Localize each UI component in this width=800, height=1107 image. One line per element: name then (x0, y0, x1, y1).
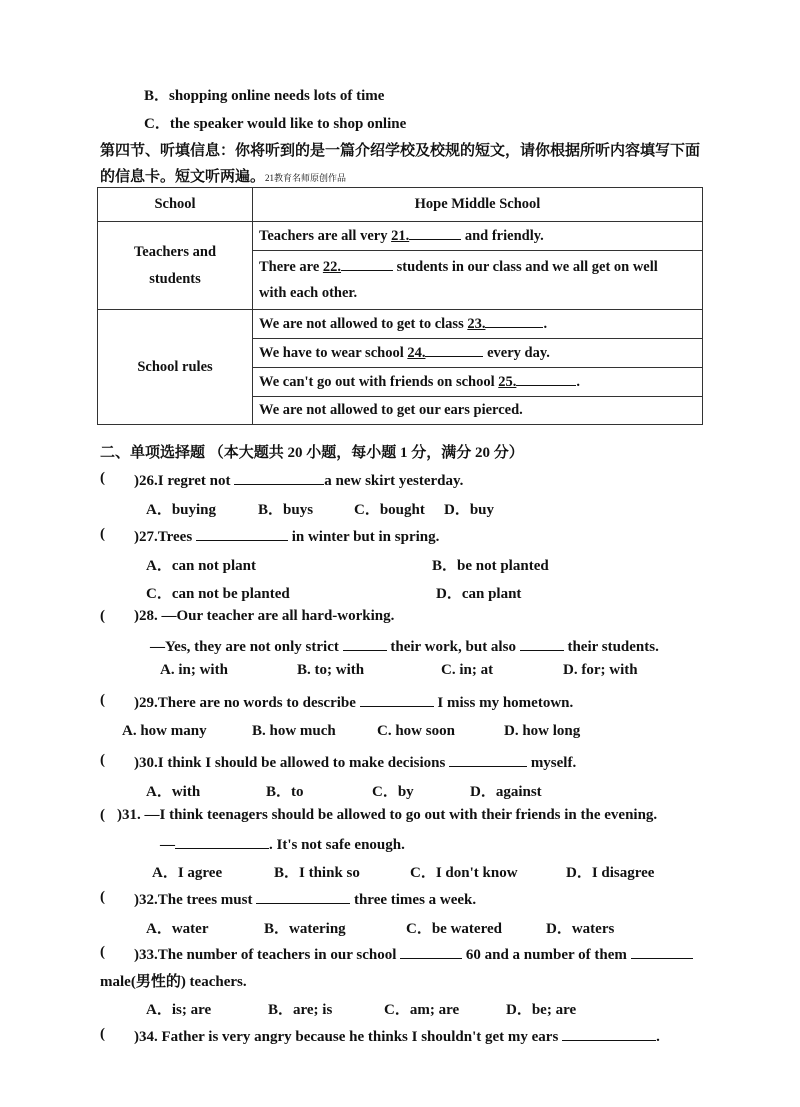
q33-option-a[interactable]: A．is; are (146, 1002, 212, 1018)
paren-30: ( (100, 752, 105, 768)
blank-24-number: 24. (407, 345, 426, 361)
q30-stem: )30.I think I should be allowed to make decisions (134, 755, 450, 771)
table-header-row (98, 188, 703, 222)
blank-21-number: 21. (391, 228, 410, 244)
question-31-line2 (160, 834, 405, 854)
question-28-line2 (150, 636, 659, 656)
q29-stem: )29.There are no words to describe (134, 695, 360, 711)
question-33 (134, 944, 693, 964)
q29-option-c[interactable]: C. how soon (377, 723, 455, 739)
row22-cont: with each other. (259, 285, 358, 301)
q32-option-b[interactable]: B．watering (264, 921, 346, 937)
section4-instruction-line1: 第四节、听填信息：你将听到的是一篇介绍学校及校规的短文，请你根据所听内容填写下面 (100, 143, 701, 159)
paren-26: ( (100, 470, 105, 486)
answer-blank-27[interactable] (196, 526, 288, 541)
row24-text: We have to wear school (259, 345, 408, 361)
question-28: )28. —Our teacher are all hard-working. (134, 608, 395, 624)
q29-option-a[interactable]: A. how many (122, 723, 207, 739)
section4-instruction-line2 (100, 165, 346, 186)
q30-option-c[interactable]: C．by (372, 784, 414, 800)
paren-27: ( (100, 526, 105, 542)
row22-post: students in our class and we all get on well (393, 259, 658, 275)
q32-stem: )32.The trees must (134, 892, 257, 908)
q30-option-b[interactable]: B．to (266, 784, 304, 800)
q29-option-b[interactable]: B. how much (252, 723, 336, 739)
blank-25-number: 25. (498, 374, 517, 390)
blank-24[interactable] (425, 342, 483, 357)
q28-text-c: their students. (563, 639, 659, 655)
paren-28: ( (100, 608, 105, 624)
q27-option-c[interactable]: C．can not be planted (146, 586, 290, 602)
q27-post: in winter but in spring. (287, 529, 440, 545)
q28-option-b[interactable]: B. to; with (297, 662, 365, 678)
q31-option-a[interactable]: A．I agree (152, 865, 223, 881)
q33-option-d[interactable]: D．be; are (506, 1002, 577, 1018)
q30-option-d[interactable]: D．against (470, 784, 542, 800)
paren-29: ( (100, 692, 105, 708)
q28-text-a: —Yes, they are not only strict (150, 639, 343, 655)
row23-text: We are not allowed to get to class (259, 316, 468, 332)
row-25 (253, 368, 703, 397)
q29-option-d[interactable]: D. how long (504, 723, 581, 739)
blank-21[interactable] (409, 225, 461, 240)
group-teachers-students (98, 222, 253, 310)
q27-stem: )27.Trees (134, 529, 196, 545)
row22-text: There are (259, 259, 323, 275)
group1-label-b: students (149, 270, 201, 287)
q34-stem: )34. Father is very angry because he thinks I shouldn't get my ears (134, 1029, 563, 1045)
paren-33: ( (100, 944, 105, 960)
paren-32: ( (100, 889, 105, 905)
answer-blank-29[interactable] (360, 692, 434, 707)
row25-text: We can't go out with friends on school (259, 374, 499, 390)
watermark-text: 21教育名师原创作品 (265, 173, 347, 183)
q28-option-c[interactable]: C. in; at (441, 662, 494, 678)
q26-option-d[interactable]: D．buy (444, 502, 495, 518)
q28-option-d[interactable]: D. for; with (563, 662, 638, 678)
row23-post: . (543, 316, 548, 332)
answer-blank-28b[interactable] (520, 636, 564, 651)
q28-text-b: their work, but also (386, 639, 520, 655)
q32-option-d[interactable]: D．waters (546, 921, 615, 937)
q30-option-a[interactable]: A．with (146, 784, 201, 800)
q32-post: three times a week. (350, 892, 477, 908)
row25-post: . (576, 374, 581, 390)
q32-option-a[interactable]: A．water (146, 921, 209, 937)
q31-post: . It's not safe enough. (269, 837, 405, 853)
group1-label-a: Teachers and (133, 243, 217, 260)
header-school-name: Hope Middle School (253, 188, 703, 222)
question-32 (134, 889, 476, 909)
row-22 (253, 251, 703, 310)
blank-23[interactable] (485, 313, 543, 328)
group-school-rules: School rules (98, 310, 253, 425)
q32-option-c[interactable]: C．be watered (406, 921, 502, 937)
q31-option-b[interactable]: B．I think so (274, 865, 360, 881)
option-c-line: C．the speaker would like to shop online (144, 116, 407, 132)
blank-23-number: 23. (467, 316, 486, 332)
table-row (98, 222, 703, 251)
q26-option-b[interactable]: B．buys (258, 502, 314, 518)
answer-blank-33b[interactable] (631, 944, 693, 959)
part2-title: 二、单项选择题 （本大题共 20 小题，每小题 1 分，满分 20 分） (100, 445, 524, 461)
row-23 (253, 310, 703, 339)
row-21 (253, 222, 703, 251)
row-24 (253, 339, 703, 368)
q27-option-a[interactable]: A．can not plant (146, 558, 257, 574)
q34-post: . (656, 1029, 660, 1045)
question-30 (134, 752, 576, 772)
section4-instruction-text: 的信息卡。短文听两遍。 (100, 169, 266, 185)
question-31: )31. —I think teenagers should be allowed to go out with their friends in the evening. (117, 807, 658, 823)
row21-post: and friendly. (461, 228, 544, 244)
paren-34: ( (100, 1026, 105, 1042)
row21-text: Teachers are all very (259, 228, 392, 244)
answer-blank-30[interactable] (449, 752, 527, 767)
option-b-line: B．shopping online needs lots of time (144, 88, 385, 104)
blank-22[interactable] (341, 256, 393, 271)
question-33-line2: male(男性的) teachers. (100, 974, 247, 990)
q31-dash: — (160, 837, 175, 853)
table-row (98, 310, 703, 339)
question-34 (134, 1026, 660, 1046)
q29-post: I miss my hometown. (433, 695, 574, 711)
q27-option-b[interactable]: B．be not planted (432, 558, 549, 574)
answer-blank-28a[interactable] (343, 636, 387, 651)
answer-blank-33a[interactable] (400, 944, 462, 959)
row24-post: every day. (483, 345, 550, 361)
blank-22-number: 22. (322, 259, 342, 275)
answer-blank-32[interactable] (256, 889, 350, 904)
question-29 (134, 692, 573, 712)
q26-stem: )26.I regret not (134, 473, 235, 489)
q27-option-d[interactable]: D．can plant (436, 586, 522, 602)
info-card-table (97, 187, 703, 425)
answer-blank-26[interactable] (234, 470, 324, 485)
q30-post: myself. (527, 755, 577, 771)
q28-option-a[interactable]: A. in; with (160, 662, 228, 678)
q33-stem: )33.The number of teachers in our school (134, 947, 401, 963)
answer-blank-31[interactable] (175, 834, 269, 849)
blank-25[interactable] (516, 371, 576, 386)
q33-option-c[interactable]: C．am; are (384, 1002, 460, 1018)
q31-option-d[interactable]: D．I disagree (566, 865, 655, 881)
q26-option-c[interactable]: C．bought (354, 502, 425, 518)
answer-blank-34[interactable] (562, 1026, 656, 1041)
question-27 (134, 526, 439, 546)
row-ears: We are not allowed to get our ears pierced. (253, 397, 703, 425)
q33-option-b[interactable]: B．are; is (268, 1002, 333, 1018)
q26-option-a[interactable]: A．buying (146, 502, 217, 518)
header-school: School (98, 188, 253, 222)
paren-31: ( (100, 807, 105, 823)
question-26 (134, 470, 463, 490)
q26-post: a new skirt yesterday. (324, 473, 464, 489)
q31-option-c[interactable]: C．I don't know (410, 865, 518, 881)
q33-mid: 60 and a number of them (462, 947, 631, 963)
